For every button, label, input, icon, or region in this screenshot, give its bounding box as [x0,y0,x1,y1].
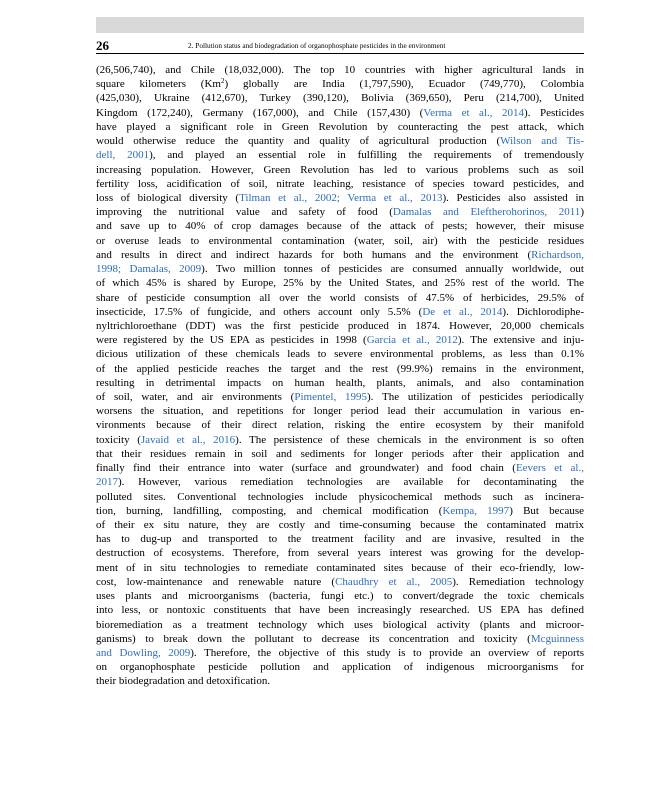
text-line [96,618,584,632]
text-line [96,490,584,504]
text-line [96,347,584,361]
text-run: ). However, various remediation technologies are available for decontaminating the [118,476,584,489]
text-run: or overuse leads to environmental contamination (water, soil, air) with the pesticide residues [96,234,584,247]
text-run: (425,030), Ukraine (412,670), Turkey (390,120), Bolivia (369,650), Peru (214,700), United [96,92,584,105]
text-line [96,276,584,290]
citation-link[interactable]: Kempa, 1997 [442,504,510,517]
text-line [96,575,584,589]
text-line [96,390,584,404]
text-line [96,291,584,305]
page-number: 26 [96,38,109,53]
text-run: worsens the situation, and repetitions for longer period lead their accumulation in various en- [96,405,584,418]
text-line [96,475,584,489]
text-run: ) [580,206,584,219]
text-line [96,191,584,205]
text-run: ). Therefore, the objective of this study is to provide an overview of reports [190,646,584,659]
text-run: resulting in detrimental impacts on human health, plants, animals, and also contamination [96,376,584,389]
text-line [96,91,584,105]
text-line [96,219,584,233]
text-run: on organophosphate pesticide pollution and application of indigenous microorganisms for [96,661,584,674]
text-run: were registered by the US EPA as pesticides in 1998 ( [96,334,367,347]
text-line [96,319,584,333]
citation-link[interactable]: Chaudhry et al., 2005 [335,575,453,588]
text-run: nyltrichloroethane (DDT) was the first pesticide produced in 1874. However, 20,000 chemicals [96,319,584,332]
text-run: of the applied pesticide reaches the target and the rest (99.9%) remains in the environment, [96,362,584,375]
text-run: Kingdom (172,240), Germany (167,000), and Chile (157,430) ( [96,106,424,119]
body-paragraph [96,63,584,689]
text-line [96,120,584,134]
text-run: finally find their entrance into water (surface and groundwater) and food chain ( [96,462,516,475]
text-line [96,205,584,219]
text-run: ). Pesticides also assisted in [442,191,585,204]
text-run: of their ex situ nature, they are costly and time-consuming because the contaminated matrix [96,519,584,531]
text-run: uses plants and microorganisms (bacteria, fungi etc.) to convert/degrade the toxic chemicals [96,590,584,603]
text-run: (26,506,740), and Chile (18,032,000). The top 10 countries with higher agricultural lands in [96,64,584,76]
citation-link[interactable]: 2017 [96,476,118,489]
text-line [96,376,584,390]
text-line [96,418,584,432]
text-line [96,106,584,120]
text-line [96,248,584,262]
text-line [96,333,584,347]
text-run: destruction of ecosystems. Therefore, from several years interest was growing for the develop- [96,547,584,560]
citation-link[interactable]: dell, 2001 [96,149,150,162]
text-run: polluted sites. Conventional technologies include physicochemical methods such as incinera- [96,490,584,503]
text-run: improving the nutritional value and safety of food ( [96,206,393,219]
text-run: ) But because [509,504,584,517]
citation-link[interactable]: Mcguinness [530,632,584,645]
citation-link[interactable]: Wilson and Tis- [500,135,584,148]
text-run: ). Pesticides [524,106,584,119]
text-line [96,447,584,461]
text-run: would otherwise reduce the quantity and quality of agricultural production ( [96,135,501,148]
citation-link[interactable]: De et al., 2014 [422,305,503,318]
text-run: share of pesticide consumption all over the world consists of 47.5% of herbicides, 29.5% of [96,291,584,304]
text-line [96,177,584,191]
text-line [96,234,584,248]
text-run: ). Two million tonnes of pesticides are consumed annually worldwide, out [201,263,584,276]
text-run: of which 45% is shared by Europe, 25% by the United States, and 25% rest of the world. The [96,277,584,290]
text-line [96,461,584,475]
citation-link[interactable]: Pimentel, 1995 [294,391,368,404]
text-run: square kilometers (Km [96,78,221,91]
text-line [96,63,584,77]
text-run: bioremediation as a treatment technology which uses biological activity (plants and microor- [96,618,584,631]
text-run: increasing population. However, Green Revolution has led to various problems such as soil [96,163,584,176]
text-run: ). Remediation technology [452,575,585,588]
citation-link[interactable]: Tilman et al., 2002; Verma et al., 2013 [239,191,443,204]
text-line [96,77,584,91]
text-line [96,660,584,674]
text-line [96,433,584,447]
text-run: of soil, water, and air environments ( [96,391,295,404]
text-line [96,646,584,660]
text-run: ). The persistence of these chemicals in the environment is so often [235,433,584,446]
text-line [96,504,584,518]
text-run: and save up to 40% of crop damages because of the attack of pests; however, their misuse [96,220,584,233]
header-bar [96,17,584,33]
text-run: ), and played an essential role in fulfilling the requirements of tremendously [149,149,585,162]
text-run: have played a significant role in Green Revolution by counteracting the pest attack, which [96,120,584,133]
text-line [96,148,584,162]
text-line [96,561,584,575]
citation-link[interactable]: Garcia et al., 2012 [366,334,458,347]
text-line [96,532,584,546]
text-run: fertility loss, acidification of soil, nitrate leaching, resistance of species toward pesticides, and [96,177,584,190]
text-run: and results in direct and indirect hazards for both humans and the environment ( [96,248,532,261]
text-run: ment of in situ technologies to remediate contaminated sites because of their eco-friendly, low- [96,561,584,574]
text-line [96,163,584,177]
text-run: ). The extensive and inju- [457,334,585,347]
text-run: toxicity ( [96,433,141,446]
text-run: their biodegradation and detoxification. [96,675,271,688]
chapter-title: 2. Pollution status and biodegradation of organophosphate pesticides in the environment [188,41,446,50]
text-line [96,362,584,376]
text-run: ganisms) to break down the pollutant to decrease its concentration and toxicity ( [96,632,531,645]
text-run: ) globally are India (1,797,590), Ecuador (749,770), Colombia [224,78,584,91]
text-line [96,589,584,603]
text-line [96,546,584,560]
citation-link[interactable]: Javaid et al., 2016 [140,433,236,446]
citation-link[interactable]: Eevers et al., [515,462,584,475]
text-run: cost, low-maintenance and renewable nature ( [96,575,336,588]
citation-link[interactable]: and Dowling, 2009 [96,646,191,659]
text-run: dicious utilization of these chemicals leads to severe environmental problems, as less than 0.1% [96,348,584,361]
text-run: loss of biological diversity ( [96,191,240,204]
text-line [96,305,584,319]
text-run: tion, burning, landfilling, composting, and chemical modification ( [96,504,443,517]
text-run: into less, or nontoxic constituents that have been increasingly researched. US EPA has defined [96,604,584,617]
text-run: has to dug-up and transported to the treatment facility and are invasive, resulted in the [96,533,584,546]
citation-link[interactable]: 1998; Damalas, 2009 [96,263,202,276]
text-line [96,404,584,418]
text-line [96,134,584,148]
citation-link[interactable]: Damalas and Eleftherohorinos, 2011 [392,206,581,219]
text-run: ). The utilization of pesticides periodically [367,391,584,404]
citation-link[interactable]: Verma et al., 2014 [423,106,525,119]
text-line [96,262,584,276]
text-line [96,518,584,532]
text-run: insecticide, 17.5% of fungicide, and others account only 5.5% ( [96,305,423,318]
text-run: that their residues remain in soil and sediments for longer periods after their application and [96,447,584,460]
text-line [96,603,584,617]
text-run: vironments because of their direct relation, risking the entire ecosystem by their manifold [96,419,584,432]
text-run: ). Dichlorodiphe- [502,305,584,318]
running-head [96,39,584,54]
text-line [96,674,584,688]
text-line [96,632,584,646]
citation-link[interactable]: Richardson, [531,248,584,261]
superscript: 2 [220,77,225,86]
